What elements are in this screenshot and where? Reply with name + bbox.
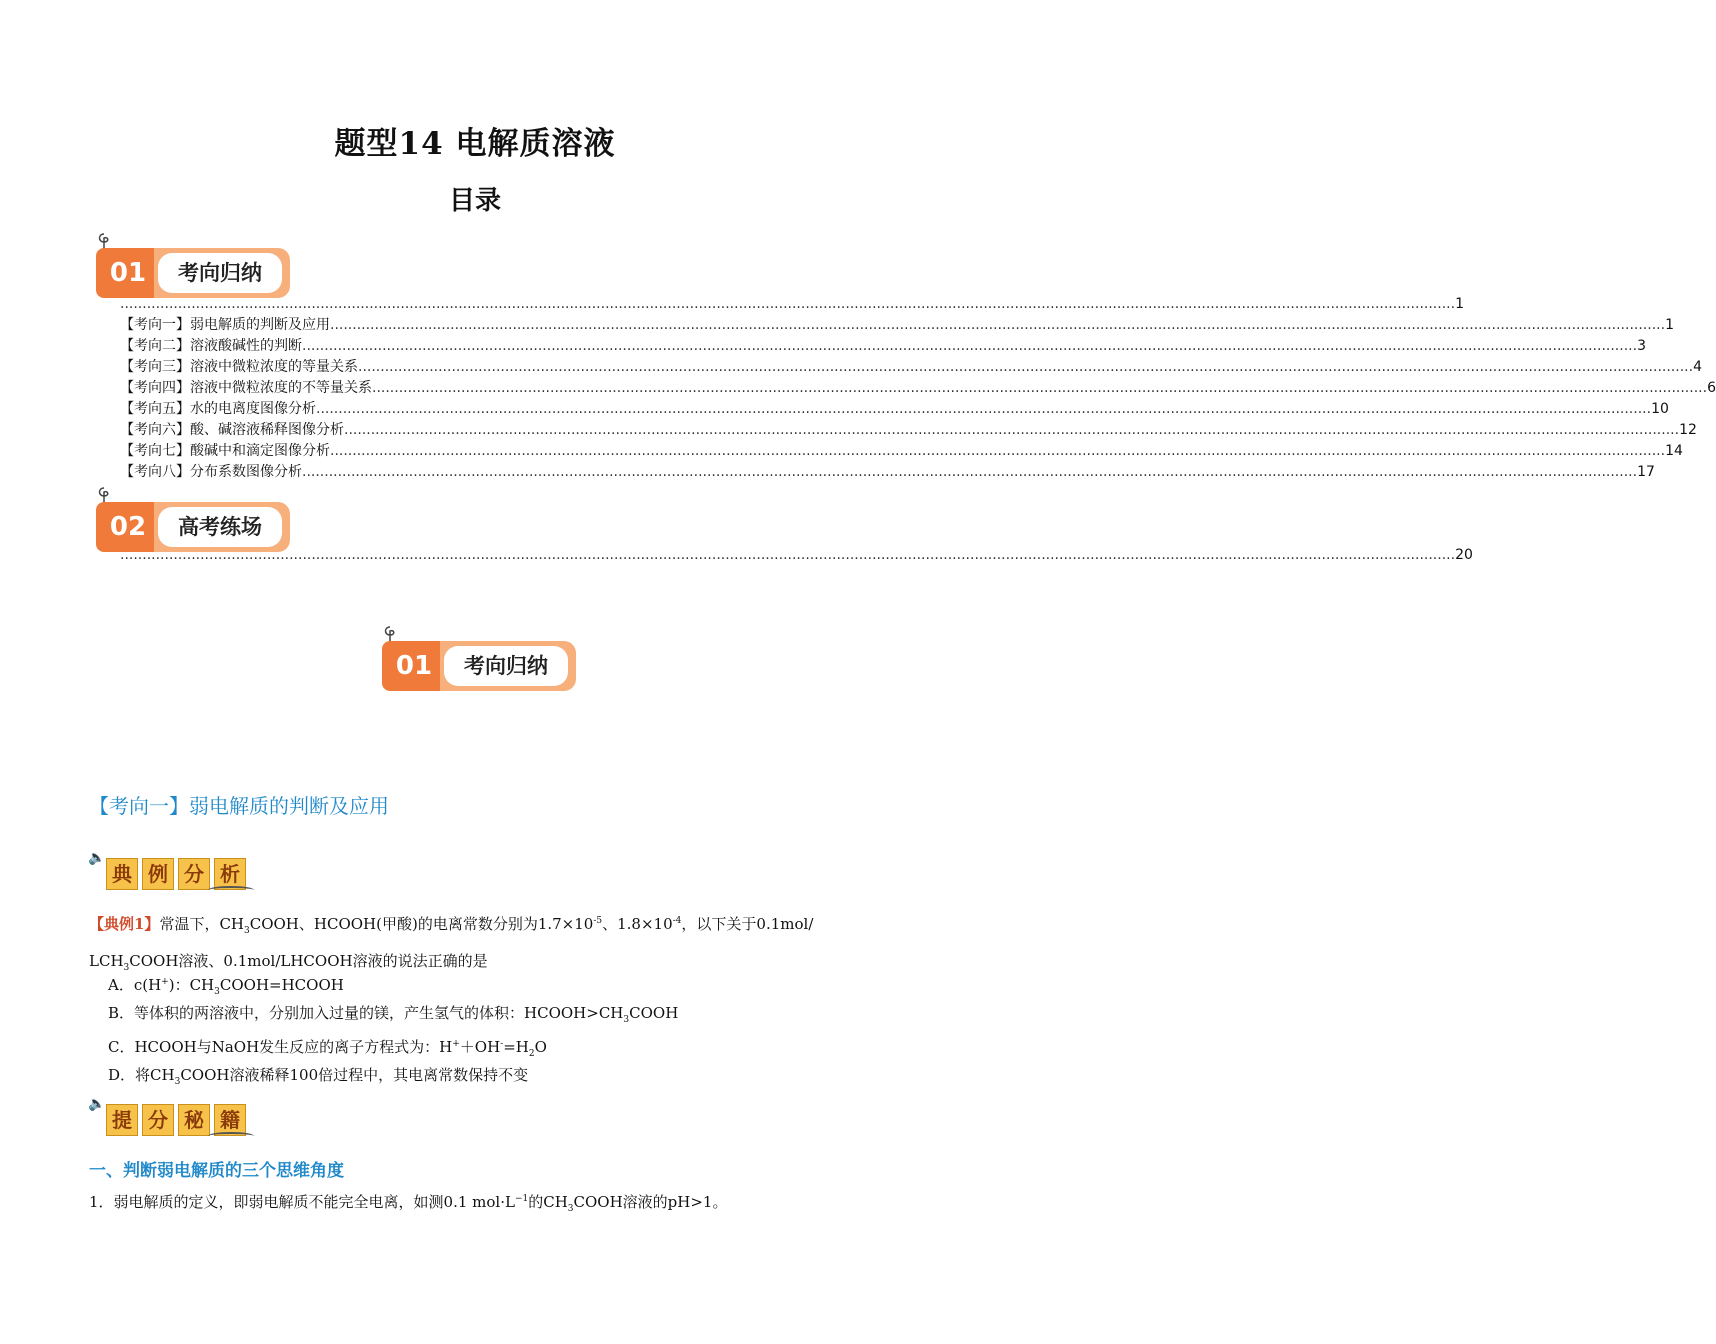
tag-char: 典 (106, 858, 138, 890)
toc-leader-dots: ............................................................................................................................................................................................................................................................................................................ (316, 401, 1652, 417)
toc-leader-dots: ............................................................................................................................................................................................................................................................................................................ (330, 443, 1666, 459)
text: O (534, 1038, 547, 1056)
banner-label-frame (154, 248, 290, 298)
toc-entry-text: 【考向一】弱电解质的判断及应用 (120, 317, 330, 333)
text: + (161, 977, 169, 987)
toc-row[interactable] (120, 315, 1674, 335)
text: 3 (123, 963, 130, 973)
toc-row[interactable] (120, 378, 1716, 398)
banner-label-frame (440, 641, 576, 691)
tag-char: 例 (142, 858, 174, 890)
text: C．HCOOH与NaOH发生反应的离子方程式为：H (108, 1038, 453, 1056)
toc-entry-text: 【考向二】溶液酸碱性的判断 (120, 338, 302, 354)
toc-leader-dots: ............................................................................................................................................................................................................................................................................................................ (302, 338, 1638, 354)
text: COOH溶液稀释100倍过程中，其电离常数保持不变 (180, 1066, 529, 1084)
banner-label: 考向归纳 (158, 253, 282, 293)
text: 、1.8×10 (602, 915, 673, 933)
text: COOH=HCOOH (219, 976, 344, 994)
toc-row[interactable] (120, 336, 1646, 356)
toc-entry-text: 【考向五】水的电离度图像分析 (120, 401, 316, 417)
toc-page-number: 17 (1637, 464, 1655, 480)
option-c (108, 1033, 547, 1065)
banner-number: 01 (382, 641, 446, 691)
example-label: 【典例1】 (89, 915, 160, 933)
text: 常温下，CH (159, 915, 244, 933)
banner-label: 考向归纳 (444, 646, 568, 686)
toc-row[interactable] (120, 294, 1464, 314)
text: 的CH (528, 1193, 568, 1211)
tag-char: 提 (106, 1104, 138, 1136)
toc-leader-dots: ............................................................................................................................................................................................................................................................................................................ (120, 547, 1456, 563)
text: 3 (623, 1015, 630, 1025)
toc-entry-text: 【考向七】酸碱中和滴定图像分析 (120, 443, 330, 459)
text: 1．弱电解质的定义，即弱电解质不能完全电离，如测0.1 mol·L (89, 1193, 515, 1211)
option-a (108, 971, 344, 1003)
toc-page-number: 10 (1651, 401, 1669, 417)
tag-char: 籍 (214, 1104, 246, 1136)
tag-char: 分 (178, 858, 210, 890)
banner-number: 01 (96, 248, 160, 298)
toc-leader-dots: ............................................................................................................................................................................................................................................................................................................ (302, 464, 1638, 480)
text: -4 (672, 916, 682, 926)
toc-page-number: 4 (1693, 359, 1702, 375)
text: COOH溶液的pH>1。 (573, 1193, 728, 1211)
tag-example-analysis (88, 850, 268, 900)
toc-leader-dots: ............................................................................................................................................................................................................................................................................................................ (330, 317, 1666, 333)
toc-row[interactable] (120, 441, 1683, 461)
text: ＋OH (459, 1038, 501, 1056)
text: 3 (214, 987, 220, 997)
text: COOH (629, 1004, 679, 1022)
tag-char: 析 (214, 858, 246, 890)
tag-char: 分 (142, 1104, 174, 1136)
text: + (452, 1039, 460, 1049)
text: COOH溶液、0.1mol/LHCOOH溶液的说法正确的是 (129, 952, 488, 970)
toc-heading: 目录 (448, 186, 501, 216)
subheading: 一、判断弱电解质的三个思维角度 (89, 1161, 344, 1181)
toc-entry-text: 【考向八】分布系数图像分析 (120, 464, 302, 480)
text: ，以下关于0.1mol/ (681, 915, 814, 933)
toc-page-number: 1 (1665, 317, 1674, 333)
section-heading: 【考向一】弱电解质的判断及应用 (89, 794, 389, 818)
tag-score-tips (88, 1096, 268, 1146)
book-icon (208, 886, 254, 894)
text: =H (503, 1038, 529, 1056)
text: -5 (593, 916, 603, 926)
toc-leader-dots: ............................................................................................................................................................................................................................................................................................................ (120, 296, 1456, 312)
text: )：CH (168, 976, 215, 994)
text: A．c(H (108, 976, 162, 994)
text: 3 (174, 1077, 181, 1087)
option-d (108, 1064, 528, 1093)
speaker-icon: 🔈 (88, 1096, 106, 1112)
text: −1 (514, 1194, 529, 1204)
toc-row[interactable] (120, 420, 1697, 440)
toc-entry-text: 【考向六】酸、碱溶液稀释图像分析 (120, 422, 344, 438)
toc-page-number: 20 (1455, 547, 1473, 563)
speaker-icon: 🔈 (88, 850, 106, 866)
banner-label: 高考练场 (158, 507, 282, 547)
toc-entry-text: 【考向三】溶液中微粒浓度的等量关系 (120, 359, 358, 375)
toc-page-number: 14 (1665, 443, 1683, 459)
toc-page-number: 6 (1707, 380, 1716, 396)
option-b (108, 1002, 678, 1031)
toc-row-practice[interactable] (120, 545, 1473, 565)
toc-row[interactable] (120, 357, 1702, 377)
toc-leader-dots: ............................................................................................................................................................................................................................................................................................................ (344, 422, 1680, 438)
toc-page-number: 12 (1679, 422, 1697, 438)
toc-leader-dots: ............................................................................................................................................................................................................................................................................................................ (358, 359, 1694, 375)
text: 2 (528, 1049, 535, 1059)
point-1 (89, 1186, 849, 1222)
text: 3 (567, 1204, 574, 1214)
toc-row[interactable] (120, 462, 1655, 482)
toc-leader-dots: ............................................................................................................................................................................................................................................................................................................ (372, 380, 1708, 396)
banner-section-start (382, 625, 582, 695)
text: 3 (244, 926, 250, 936)
toc-page-number: 3 (1637, 338, 1646, 354)
text: B．等体积的两溶液中，分别加入过量的镁，产生氢气的体积：HCOOH>CH (108, 1004, 624, 1022)
page-title: 题型14 电解质溶液 (334, 126, 616, 162)
text: - (500, 1039, 504, 1049)
text: D．将CH (108, 1066, 175, 1084)
tag-char: 秘 (178, 1104, 210, 1136)
toc-page-number: 1 (1455, 296, 1464, 312)
toc-row[interactable] (120, 399, 1669, 419)
book-icon (208, 1132, 254, 1140)
banner-number: 02 (96, 502, 160, 552)
text: COOH、HCOOH(甲酸)的电离常数分别为1.7×10 (249, 915, 594, 933)
text: LCH (89, 952, 124, 970)
toc-entry-text: 【考向四】溶液中微粒浓度的不等量关系 (120, 380, 372, 396)
banner-exam-directions (96, 232, 296, 302)
